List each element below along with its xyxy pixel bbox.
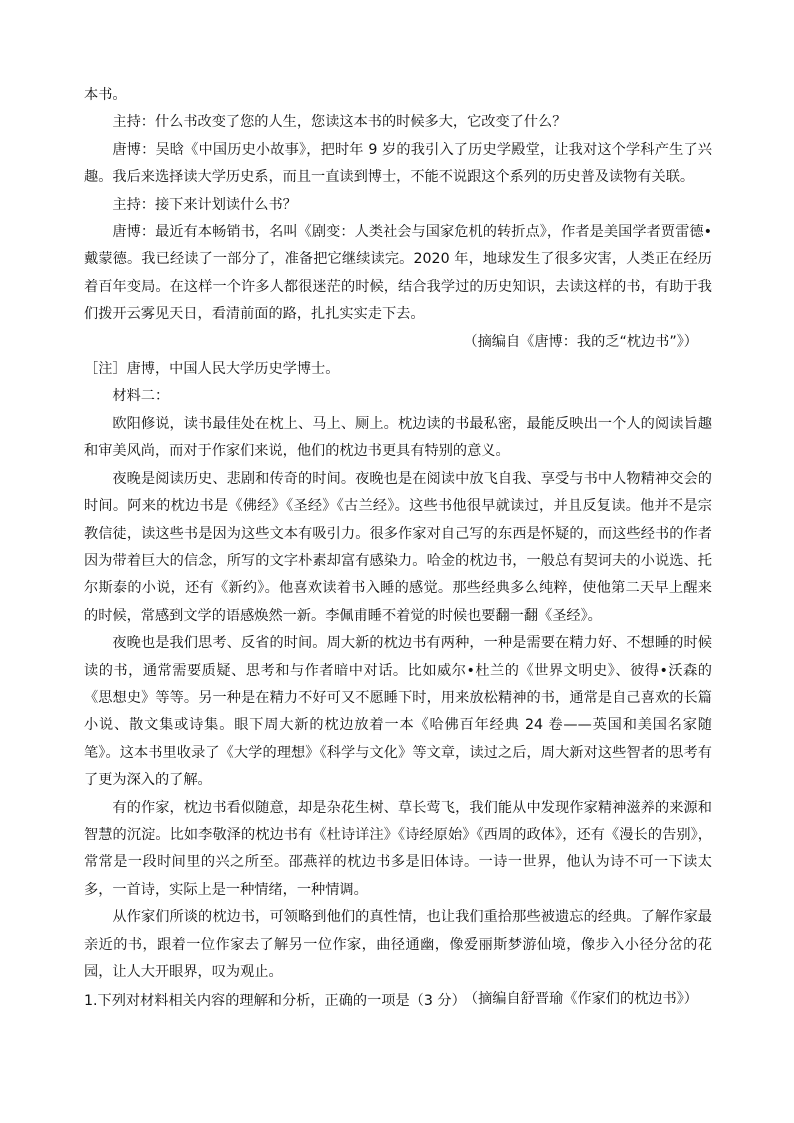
section-heading-material-two: 材料二： xyxy=(112,388,170,405)
question-1: 1.下列对材料相关内容的理解和分析，正确的一项是（3 分） xyxy=(84,993,466,1009)
paragraph-material-two-2: 夜晚是阅读历史、悲剧和传奇的时间。夜晚也是在阅读中放飞自我、享受与书中人物精神交会的时间。阿来的枕边书是《佛经》《圣经》《古兰经》。这些书他很早就读过，并且反复读。他并不是宗教信徒，读这些书是因为这些文本有吸引力。很多作家对自己写的东西是怀疑的，而这些经书的作者因为带着巨大的信念，所写的文字朴素却富有感染力。哈金的枕边书，一般总有契诃夫的小说选、托尔斯泰的小说，还有《新约》。他喜欢读着书入睡的感觉。那些经典多么纯粹，使他第二天早上醒来的时候，常感到文学的语感焕然一新。李佩甫睡不着觉的时候也要翻一翻《圣经》。 xyxy=(84,470,712,624)
paragraph-material-two-3: 夜晚也是我们思考、反省的时间。周大新的枕边书有两种，一种是需要在精力好、不想睡的时候读的书，通常需要质疑、思考和与作者暗中对话。比如威尔•杜兰的《世界文明史》、彼得•沃森的《思想史》等等。另一种是在精力不好可又不愿睡下时，用来放松精神的书，通常是自己喜欢的长篇小说、散文集或诗集。眼下周大新的枕边放着一本《哈佛百年经典 24 卷——英国和美国名家随笔》。这本书里收录了《大学的理想》《科学与文化》等文章，读过之后，周大新对这些智者的思考有了更为深入的了解。 xyxy=(84,635,712,789)
paragraph-host-question-2: 主持：接下来计划读什么书？ xyxy=(112,196,297,213)
paragraph-continuation: 本书。 xyxy=(84,87,127,103)
paragraph-tangbo-answer-2: 唐博：最近有本畅销书，名叫《剧变：人类社会与国家危机的转折点》，作者是美国学者贾雷德•戴蒙德。我已经读了一部分了，准备把它继续读完。2020 年，地球发生了很多灾害，人类正在经历着百年变局。在这样一个许多人都很迷茫的时候，结合我学过的历史知识，去读这样的书，有助于我们拨开云雾见天日，看清前面的路，扎扎实实走下去。 xyxy=(84,224,712,323)
paragraph-material-two-4: 有的作家，枕边书看似随意，却是杂花生树、草长莺飞，我们能从中发现作家精神滋养的来源和智慧的沉淀。比如李敬泽的枕边书有《杜诗详注》《诗经原始》《西周的政体》，还有《漫长的告别》，常常是一段时间里的兴之所至。邵燕祥的枕边书多是旧体诗。一诗一世界，他认为诗不可一下读太多，一首诗，实际上是一种情绪，一种情调。 xyxy=(84,799,712,898)
source-citation-1: （摘编自《唐博：我的乏“枕边书”》） xyxy=(463,333,698,350)
paragraph-material-two-5: 从作家们所谈的枕边书，可领略到他们的真性情，也让我们重拾那些被遗忘的经典。了解作家最亲近的书，跟着一位作家去了解另一位作家，曲径通幽，像爱丽斯梦游仙境，像步入小径分岔的花园，让人大开眼界，叹为观止。 xyxy=(84,909,712,980)
footnote: ［注］唐博，中国人民大学历史学博士。 xyxy=(84,361,340,378)
paragraph-material-two-1: 欧阳修说，读书最佳处在枕上、马上、厕上。枕边读的书最私密，最能反映出一个人的阅读旨趣和审美风尚，而对于作家们来说，他们的枕边书更具有特别的意义。 xyxy=(84,415,712,460)
paragraph-host-question-1: 主持：什么书改变了您的人生，您读这本书的时候多大，它改变了什么？ xyxy=(112,114,567,131)
paragraph-tangbo-answer-1: 唐博：吴晗《中国历史小故事》，把时年 9 岁的我引入了历史学殿堂，让我对这个学科产生了兴趣。我后来选择读大学历史系，而且一直读到博士，不能不说跟这个系列的历史普及读物有关联。 xyxy=(84,141,712,186)
source-citation-2: （摘编自舒晋瑜《作家们的枕边书》） xyxy=(463,991,698,1008)
document-body xyxy=(84,82,712,1014)
